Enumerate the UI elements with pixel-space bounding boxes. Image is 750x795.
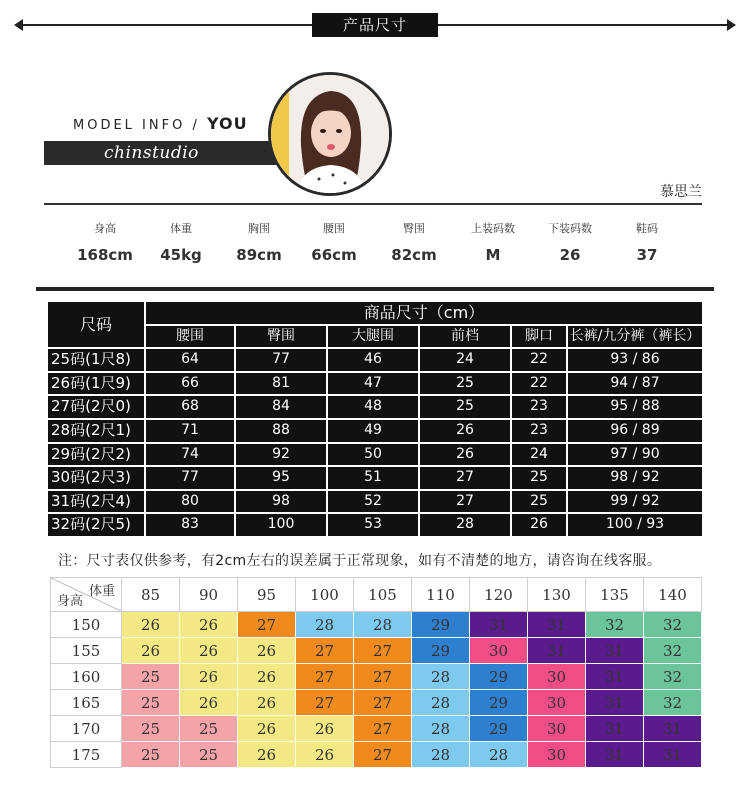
size-recommendation-cell: 28 (354, 612, 412, 638)
size-table (46, 300, 704, 538)
model-info-label: MODEL INFO / (73, 118, 200, 133)
measure-value: 26 (559, 246, 581, 264)
size-recommendation-cell: 26 (180, 690, 238, 716)
size-cell: 77 (146, 467, 234, 489)
size-cell: 95 (236, 467, 326, 489)
size-cell: 48 (328, 396, 418, 418)
size-cell: 100 (236, 514, 326, 536)
weight-header: 105 (354, 578, 412, 612)
height-label: 155 (51, 638, 122, 664)
height-label: 160 (51, 664, 122, 690)
size-cell: 24 (512, 444, 566, 466)
measure-label: 上装码数 (471, 222, 515, 235)
size-recommendation-cell: 30 (528, 742, 586, 768)
height-axis-label: 身高 (57, 594, 84, 609)
size-cell: 94 / 87 (568, 373, 702, 395)
column-header: 长裤/九分裤（裤长） (568, 326, 702, 348)
size-cell: 23 (512, 396, 566, 418)
size-recommendation-cell: 32 (644, 638, 702, 664)
size-cell: 95 / 88 (568, 396, 702, 418)
size-recommendation-cell: 31 (644, 716, 702, 742)
size-note: 注：尺寸表仅供参考，有2cm左右的误差属于正常现象，如有不清楚的地方，请咨询在线客服。 (58, 553, 662, 569)
size-cell: 26 (420, 420, 510, 442)
model-divider (44, 203, 702, 205)
measure-label: 腰围 (323, 222, 345, 235)
height-label: 150 (51, 612, 122, 638)
size-recommendation-cell: 31 (528, 638, 586, 664)
rule-right-arrow (727, 19, 736, 31)
model-photo-icon (271, 75, 389, 193)
size-recommendation-cell: 28 (412, 742, 470, 768)
size-cell: 92 (236, 444, 326, 466)
size-cell: 81 (236, 373, 326, 395)
size-recommendation-cell: 28 (470, 742, 528, 768)
size-recommendation-cell: 31 (528, 612, 586, 638)
size-recommendation-cell: 29 (470, 690, 528, 716)
size-recommendation-cell: 29 (412, 612, 470, 638)
size-recommendation-cell: 25 (180, 742, 238, 768)
size-recommendation-cell: 26 (122, 638, 180, 664)
size-recommendation-cell: 26 (296, 716, 354, 742)
measure-label: 胸围 (248, 222, 270, 235)
brand-logo-text: chinstudio (104, 143, 199, 163)
size-cell: 64 (146, 349, 234, 371)
measure-divider (36, 287, 714, 291)
size-recommendation-cell: 26 (122, 612, 180, 638)
size-cell: 98 (236, 491, 326, 513)
column-header: 腰围 (146, 326, 234, 348)
size-recommendation-cell: 31 (586, 690, 644, 716)
size-cell: 50 (328, 444, 418, 466)
column-header: 大腿围 (328, 326, 418, 348)
size-cell: 99 / 92 (568, 491, 702, 513)
measure-bust (219, 220, 299, 264)
measure-value: 89cm (236, 246, 282, 264)
size-cell: 77 (236, 349, 326, 371)
height-label: 165 (51, 690, 122, 716)
measure-value: 168cm (77, 246, 133, 264)
size-recommendation-cell: 26 (180, 612, 238, 638)
weight-header: 100 (296, 578, 354, 612)
weight-header: 130 (528, 578, 586, 612)
size-recommendation-cell: 27 (296, 690, 354, 716)
size-recommendation-cell: 26 (238, 638, 296, 664)
size-recommendation-cell: 28 (296, 612, 354, 638)
size-cell: 24 (420, 349, 510, 371)
weight-header: 110 (412, 578, 470, 612)
size-recommendation-cell: 30 (528, 716, 586, 742)
size-cell: 84 (236, 396, 326, 418)
measure-value: 45kg (160, 246, 202, 264)
size-cell: 27 (420, 467, 510, 489)
size-header: 尺码 (48, 302, 144, 347)
height-label: 170 (51, 716, 122, 742)
size-cell: 97 / 90 (568, 444, 702, 466)
size-recommendation-cell: 27 (354, 716, 412, 742)
size-cell: 26 (420, 444, 510, 466)
size-row (48, 491, 702, 513)
size-label: 29码(2尺2) (48, 444, 144, 466)
size-row (48, 420, 702, 442)
size-cell: 25 (512, 467, 566, 489)
size-row (48, 373, 702, 395)
size-cell: 68 (146, 396, 234, 418)
size-recommendation-cell: 26 (238, 742, 296, 768)
column-header: 脚口 (512, 326, 566, 348)
size-recommendation-cell: 26 (238, 690, 296, 716)
size-recommendation-cell: 30 (470, 638, 528, 664)
measure-waist (294, 220, 374, 264)
size-recommendation-cell: 25 (180, 716, 238, 742)
size-cell: 98 / 92 (568, 467, 702, 489)
height-row (51, 664, 702, 690)
size-recommendation-cell: 32 (586, 612, 644, 638)
measure-value: 82cm (391, 246, 437, 264)
size-recommendation-cell: 31 (586, 716, 644, 742)
size-cell: 80 (146, 491, 234, 513)
measure-label: 鞋码 (636, 222, 658, 235)
weight-header: 95 (238, 578, 296, 612)
size-cell: 22 (512, 373, 566, 395)
model-avatar (268, 72, 392, 196)
size-recommendation-cell: 29 (412, 638, 470, 664)
size-recommendation-cell: 32 (644, 664, 702, 690)
size-recommendation-cell: 27 (354, 664, 412, 690)
weight-header: 120 (470, 578, 528, 612)
size-row (48, 467, 702, 489)
size-cell: 83 (146, 514, 234, 536)
measure-bottom-size (530, 220, 610, 264)
height-row (51, 690, 702, 716)
weight-header: 90 (180, 578, 238, 612)
size-row (48, 514, 702, 536)
size-recommendation-cell: 29 (470, 716, 528, 742)
size-recommendation-cell: 27 (238, 612, 296, 638)
size-recommendation-cell: 31 (586, 638, 644, 664)
size-label: 27码(2尺0) (48, 396, 144, 418)
size-cell: 96 / 89 (568, 420, 702, 442)
size-cell: 28 (420, 514, 510, 536)
group-header: 商品尺寸（cm） (146, 302, 702, 324)
corner-cell (51, 578, 122, 612)
model-info-heading (73, 114, 248, 133)
size-row (48, 444, 702, 466)
size-recommendation-cell: 25 (122, 690, 180, 716)
column-header: 前档 (420, 326, 510, 348)
size-recommendation-cell: 25 (122, 664, 180, 690)
size-cell: 93 / 86 (568, 349, 702, 371)
model-name: 慕思兰 (660, 184, 702, 200)
size-cell: 88 (236, 420, 326, 442)
size-cell: 27 (420, 491, 510, 513)
weight-header: 140 (644, 578, 702, 612)
size-cell: 25 (512, 491, 566, 513)
size-label: 32码(2尺5) (48, 514, 144, 536)
measure-value: 37 (636, 246, 658, 264)
model-info-you: YOU (206, 114, 248, 133)
size-recommendation-cell: 25 (122, 742, 180, 768)
size-recommendation-cell: 27 (354, 638, 412, 664)
size-cell: 49 (328, 420, 418, 442)
size-recommendation-cell: 31 (586, 664, 644, 690)
size-row (48, 349, 702, 371)
size-label: 31码(2尺4) (48, 491, 144, 513)
measure-height (65, 220, 145, 264)
measure-hip (374, 220, 454, 264)
size-recommendation-cell: 26 (180, 638, 238, 664)
size-recommendation-cell: 27 (354, 742, 412, 768)
measure-weight (141, 220, 221, 264)
size-cell: 25 (420, 373, 510, 395)
size-cell: 25 (420, 396, 510, 418)
size-recommendation-cell: 25 (122, 716, 180, 742)
height-row (51, 612, 702, 638)
size-recommendation-cell: 27 (296, 638, 354, 664)
height-label: 175 (51, 742, 122, 768)
size-label: 26码(1尺9) (48, 373, 144, 395)
measure-label: 下装码数 (548, 222, 592, 235)
height-row (51, 742, 702, 768)
size-cell: 46 (328, 349, 418, 371)
size-recommendation-cell: 32 (644, 612, 702, 638)
size-recommendation-cell: 32 (644, 690, 702, 716)
size-recommendation-cell: 31 (470, 612, 528, 638)
weight-header: 85 (122, 578, 180, 612)
size-cell: 53 (328, 514, 418, 536)
page-title: 产品尺寸 (312, 13, 438, 37)
size-recommendation-cell: 31 (644, 742, 702, 768)
measure-top-size (453, 220, 533, 264)
size-label: 30码(2尺3) (48, 467, 144, 489)
weight-header: 135 (586, 578, 644, 612)
size-label: 28码(2尺1) (48, 420, 144, 442)
size-cell: 52 (328, 491, 418, 513)
size-recommendation-cell: 30 (528, 690, 586, 716)
size-recommendation-cell: 26 (296, 742, 354, 768)
size-recommendation-cell: 28 (412, 690, 470, 716)
measure-label: 臀围 (403, 222, 425, 235)
measure-label: 体重 (170, 222, 192, 235)
size-cell: 74 (146, 444, 234, 466)
size-recommendation-cell: 26 (238, 716, 296, 742)
size-recommendation-cell: 28 (412, 716, 470, 742)
size-cell: 22 (512, 349, 566, 371)
size-label: 25码(1尺8) (48, 349, 144, 371)
weight-axis-label: 体重 (88, 584, 115, 599)
size-row (48, 396, 702, 418)
size-recommendation-cell: 30 (528, 664, 586, 690)
height-row (51, 638, 702, 664)
column-header: 臀围 (236, 326, 326, 348)
measure-value: 66cm (311, 246, 357, 264)
size-recommendation-cell: 31 (586, 742, 644, 768)
size-cell: 47 (328, 373, 418, 395)
size-cell: 23 (512, 420, 566, 442)
size-cell: 71 (146, 420, 234, 442)
height-row (51, 716, 702, 742)
size-recommendation-cell: 27 (354, 690, 412, 716)
brand-bar (44, 141, 276, 165)
size-cell: 100 / 93 (568, 514, 702, 536)
measure-label: 身高 (94, 222, 116, 235)
size-recommendation-cell: 26 (180, 664, 238, 690)
size-recommendation-cell: 29 (470, 664, 528, 690)
size-cell: 66 (146, 373, 234, 395)
measure-value: M (485, 246, 501, 264)
measure-shoe-size (607, 220, 687, 264)
size-recommendation-cell: 27 (296, 664, 354, 690)
size-recommendation-cell: 28 (412, 664, 470, 690)
size-cell: 26 (512, 514, 566, 536)
weight-height-chart (50, 577, 702, 768)
size-cell: 51 (328, 467, 418, 489)
size-recommendation-cell: 26 (238, 664, 296, 690)
